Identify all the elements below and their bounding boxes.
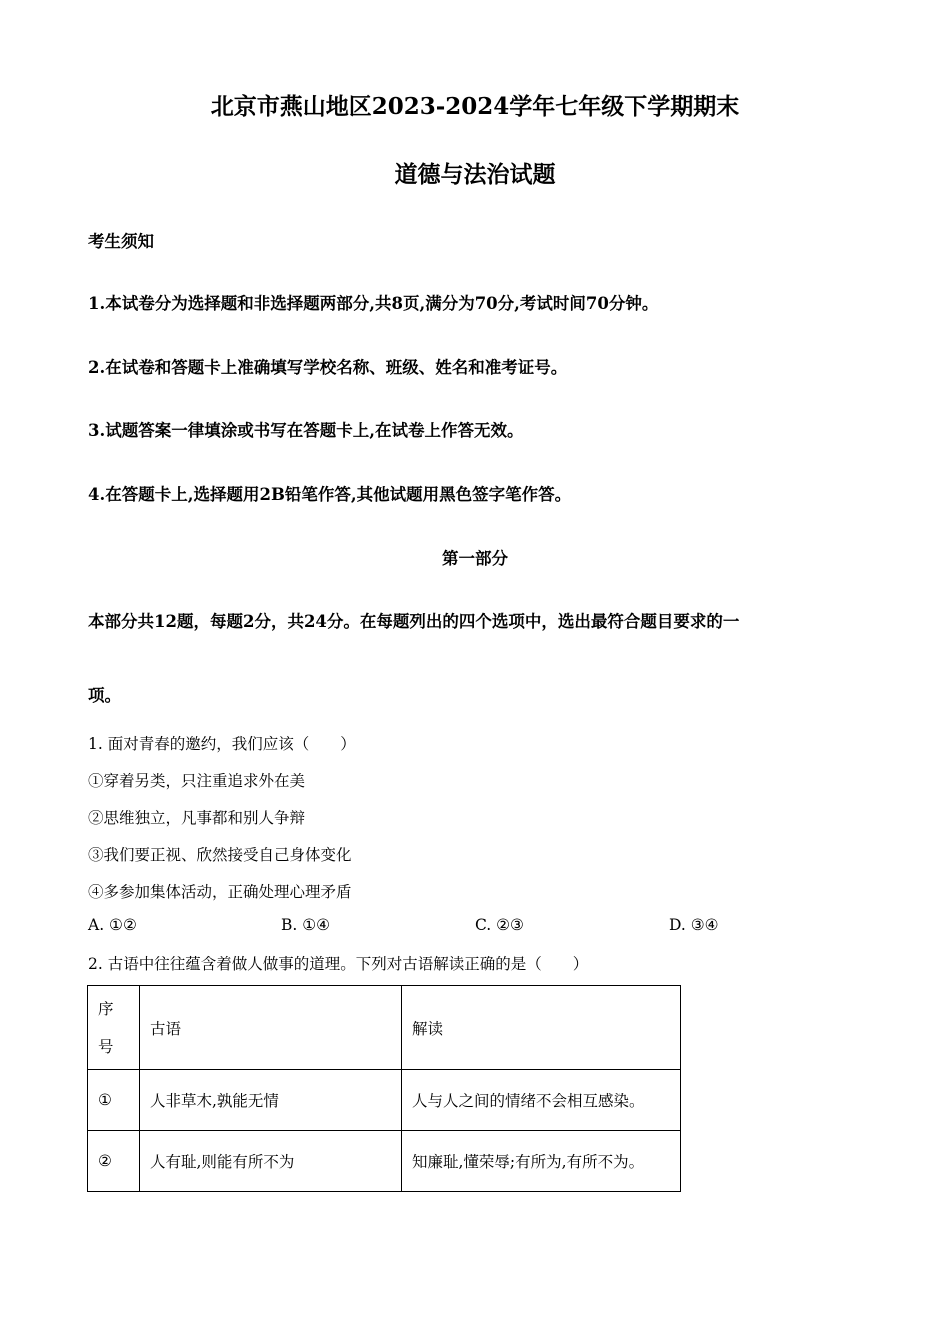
exam-title-line2: 道德与法治试题 — [394, 161, 556, 188]
header-cell-number — [88, 986, 140, 1070]
row-number: ① — [88, 1070, 140, 1131]
header-number-char-1: 序 — [98, 999, 114, 1018]
question-1-statement-4: ④多参加集体活动，正确处理心理矛盾 — [88, 883, 352, 901]
table-header-row — [88, 986, 681, 1070]
question-1-option-d: D. ③④ — [669, 916, 719, 934]
part-instruction-line1: 本部分共12题，每题2分，共24分。在每题列出的四个选项中，选出最符合题目要求的一 — [88, 612, 740, 631]
notice-heading: 考生须知 — [88, 232, 154, 251]
question-1-option-a: A. ①② — [88, 916, 137, 934]
header-number-char-2: 号 — [98, 1037, 114, 1056]
notice-item-3: 3.试题答案一律填涂或书写在答题卡上,在试卷上作答无效。 — [88, 421, 524, 440]
notice-item-4: 4.在答题卡上,选择题用2B铅笔作答,其他试题用黑色签字笔作答。 — [88, 485, 572, 504]
header-cell-ancient-saying: 古语 — [140, 986, 402, 1070]
question-1-option-b: B. ①④ — [281, 916, 331, 934]
table-row — [88, 1070, 681, 1131]
question-1-option-c: C. ②③ — [475, 916, 524, 934]
question-2-table — [87, 985, 681, 1192]
question-1-statement-2: ②思维独立，凡事都和别人争辩 — [88, 809, 306, 827]
notice-item-2: 2.在试卷和答题卡上准确填写学校名称、班级、姓名和准考证号。 — [88, 358, 568, 377]
row-interpretation: 人与人之间的情绪不会相互感染。 — [402, 1070, 681, 1131]
part-heading: 第一部分 — [442, 549, 508, 568]
row-interpretation: 知廉耻,懂荣辱;有所为,有所不为。 — [402, 1131, 681, 1192]
question-1-statement-3: ③我们要正视、欣然接受自己身体变化 — [88, 846, 352, 864]
question-1-statement-1: ①穿着另类，只注重追求外在美 — [88, 772, 306, 790]
table-row — [88, 1131, 681, 1192]
question-2-stem: 2. 古语中往往蕴含着做人做事的道理。下列对古语解读正确的是（ ） — [88, 955, 589, 973]
part-instruction-line2: 项。 — [88, 686, 121, 705]
row-number: ② — [88, 1131, 140, 1192]
question-1-stem: 1. 面对青春的邀约，我们应该（ ） — [88, 735, 356, 753]
exam-title-line1: 北京市燕山地区2023-2024学年七年级下学期期末 — [210, 93, 740, 120]
row-ancient-saying: 人非草木,孰能无情 — [140, 1070, 402, 1131]
row-ancient-saying: 人有耻,则能有所不为 — [140, 1131, 402, 1192]
notice-item-1: 1.本试卷分为选择题和非选择题两部分,共8页,满分为70分,考试时间70分钟。 — [88, 294, 659, 313]
header-cell-interpretation: 解读 — [402, 986, 681, 1070]
